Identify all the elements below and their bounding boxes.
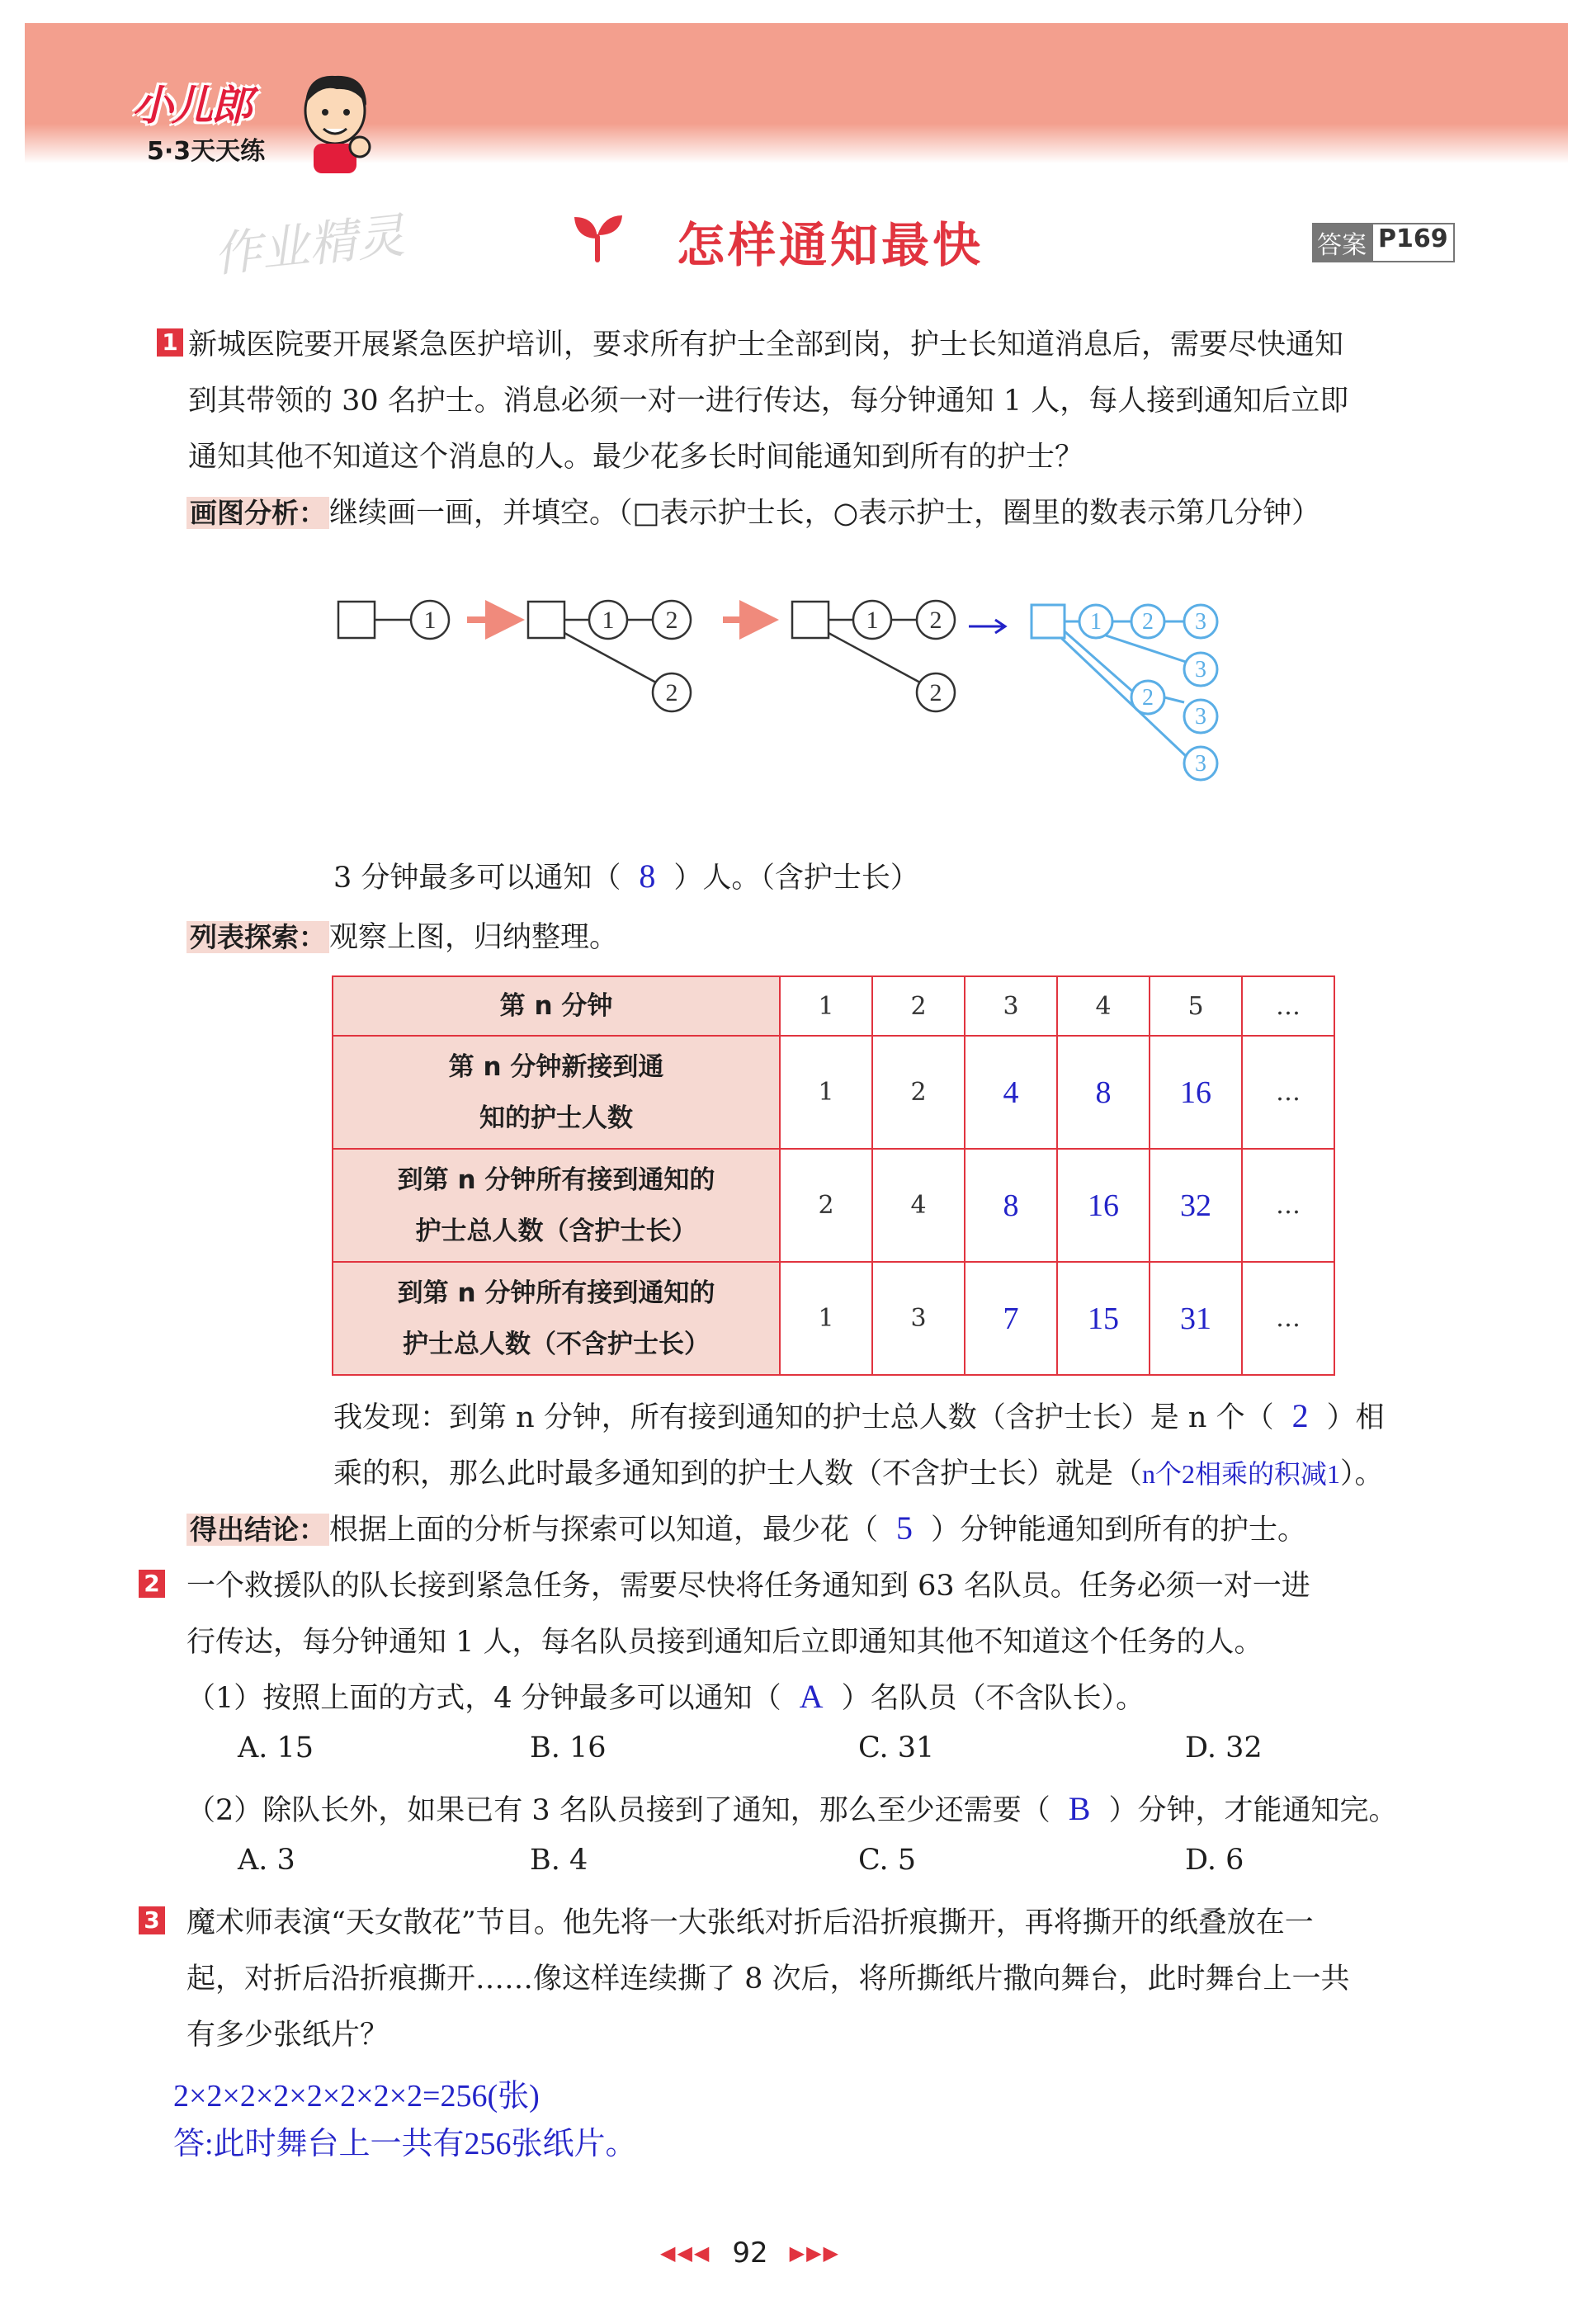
q1-draw-analysis (186, 490, 1320, 531)
q3-line-2: 起，对折后沿折痕撕开……像这样连续撕了 8 次后，将所撕纸片撒向舞台，此时舞台上一共 (186, 1963, 1350, 1996)
table-cell-answer: 8 (965, 1149, 1057, 1262)
minute-label: 3 (1195, 657, 1206, 683)
table-cell-answer: 31 (1150, 1262, 1242, 1375)
table-row (333, 1262, 1334, 1375)
q2-part-2-answer: B (1068, 1790, 1091, 1827)
q2-part-2-text: （2）除队长外，如果已有 3 名队员接到了通知，那么至少还需要（ (186, 1794, 1050, 1827)
q2-part-1-option-c: C. 31 (858, 1731, 935, 1764)
q1-line-2: 到其带领的 30 名护士。消息必须一对一进行传达，每分钟通知 1 人，每人接到通知后立即 (188, 385, 1349, 418)
minute-label: 2 (1142, 685, 1154, 711)
count-suffix: ）人。（含护士长） (673, 862, 919, 895)
q2-part-2-text: ）分钟，才能通知完。 (1108, 1794, 1398, 1827)
discover-line-2 (333, 1451, 1384, 1492)
sprout-icon (571, 210, 624, 263)
row-header-text: 第 n 分钟新接到通 (448, 1051, 664, 1082)
stage-3 (792, 601, 955, 711)
head-nurse-box (792, 602, 829, 638)
question-3-number: 3 (139, 1906, 165, 1934)
minute-label: 1 (866, 607, 879, 634)
discover-answer-2: n个2相乘的积减1 (1142, 1459, 1341, 1489)
conclusion-label: 得出结论： (186, 1514, 329, 1546)
q2-part-1 (186, 1675, 1145, 1717)
row-header-text: 护士总人数（不含护士长） (403, 1329, 710, 1359)
table-cell: 2 (780, 1149, 872, 1262)
row-header-text: 第 n 分钟 (499, 991, 613, 1021)
conclusion-text: 根据上面的分析与探索可以知道，最少花（ (329, 1514, 879, 1547)
minute-label: 2 (665, 607, 678, 634)
brand-logo: 小儿郎 (132, 82, 251, 130)
table-cell: 3 (965, 976, 1057, 1036)
minute-label: 3 (1195, 609, 1206, 635)
page-number: 92 (732, 2237, 768, 2270)
page-title: 怎样通知最快 (677, 217, 984, 273)
minute-label: 1 (1090, 609, 1102, 635)
head-nurse-box (1032, 605, 1065, 638)
table-cell: … (1242, 1262, 1334, 1375)
table-cell-answer: 8 (1057, 1036, 1150, 1149)
q2-part-1-text: （1）按照上面的方式，4 分钟最多可以通知（ (186, 1682, 781, 1715)
discover-text: 乘的积，那么此时最多通知到的护士人数（不含护士长）就是（ (333, 1457, 1143, 1490)
table-cell: … (1242, 976, 1334, 1036)
table-row (333, 976, 1334, 1036)
q3-answer: 答:此时舞台上一共有256张纸片。 (173, 2127, 637, 2161)
head-nurse-box (338, 602, 375, 638)
answer-label: 答案 (1312, 223, 1371, 262)
table-cell: 5 (1150, 976, 1242, 1036)
table-cell: 1 (780, 976, 872, 1036)
q2-part-2-option-c: C. 5 (858, 1844, 917, 1877)
table-cell-answer: 32 (1150, 1149, 1242, 1262)
mascot-icon (290, 68, 380, 175)
minute-label: 2 (665, 679, 678, 706)
row-header (333, 1149, 780, 1262)
row-header (333, 1036, 780, 1149)
q2-part-1-answer: A (799, 1678, 824, 1715)
row-header-text: 到第 n 分钟所有接到通知的 (397, 1278, 715, 1308)
draw-analysis-text: 继续画一画，并填空。（□表示护士长，○表示护士，圈里的数表示第几分钟） (329, 497, 1321, 530)
discover-text: ）。 (1340, 1457, 1384, 1490)
stage-2 (528, 601, 691, 711)
q2-part-1-option-d: D. 32 (1185, 1731, 1263, 1764)
conclusion-line (186, 1507, 1306, 1548)
page-footer (660, 2237, 840, 2270)
discover-answer-1: 2 (1291, 1397, 1309, 1434)
table-cell-answer: 16 (1057, 1149, 1150, 1262)
answer-page: P169 (1371, 223, 1455, 262)
table-row (333, 1149, 1334, 1262)
row-header-text: 知的护士人数 (479, 1103, 633, 1133)
count-answer: 8 (639, 857, 656, 895)
notification-tree-diagram (322, 590, 1254, 805)
table-cell: 2 (872, 976, 965, 1036)
q1-table-explore (186, 914, 618, 956)
q2-line-2: 行传达，每分钟通知 1 人，每名队员接到通知后立即通知其他不知道这个任务的人。 (186, 1626, 1263, 1659)
draw-analysis-label: 画图分析： (186, 497, 329, 529)
q2-part-1-option-b: B. 16 (530, 1731, 607, 1764)
left-arrows-icon: ◀◀◀ (660, 2241, 711, 2265)
table-cell: … (1242, 1036, 1334, 1149)
row-header-text: 护士总人数（含护士长） (415, 1216, 697, 1246)
q2-part-1-option-a: A. 15 (238, 1731, 314, 1764)
q3-line-3: 有多少张纸片？ (186, 2019, 389, 2052)
table-row (333, 1036, 1334, 1149)
table-cell-answer: 4 (965, 1036, 1057, 1149)
minute-label: 2 (929, 679, 942, 706)
series-name: 5·3天天练 (147, 137, 266, 166)
table-cell-answer: 16 (1150, 1036, 1242, 1149)
summary-table (332, 975, 1335, 1376)
q1-line-3: 通知其他不知道这个消息的人。最少花多长时间能通知到所有的护士？ (188, 441, 1084, 474)
table-cell: 4 (872, 1149, 965, 1262)
head-nurse-box (528, 602, 564, 638)
minute-label: 3 (1195, 704, 1206, 730)
question-1-number: 1 (157, 328, 183, 357)
conclusion-answer: 5 (896, 1509, 914, 1547)
table-cell: … (1242, 1149, 1334, 1262)
q3-line-1: 魔术师表演“天女散花”节目。他先将一大张纸对折后沿折痕撕开，再将撕开的纸叠放在一 (186, 1906, 1314, 1939)
right-arrows-icon: ▶▶▶ (789, 2241, 841, 2265)
discover-text: ）相 (1326, 1401, 1385, 1434)
table-cell: 1 (780, 1036, 872, 1149)
row-header (333, 1262, 780, 1375)
count-prefix: 3 分钟最多可以通知（ (333, 862, 621, 895)
arrow-3 (969, 620, 1005, 633)
minute-label: 1 (423, 607, 437, 634)
table-explore-label: 列表探索： (186, 921, 329, 953)
minute-label: 2 (929, 607, 942, 634)
conclusion-text: ）分钟能通知到所有的护士。 (931, 1514, 1307, 1547)
minute-label: 3 (1195, 751, 1206, 777)
table-cell: 3 (872, 1262, 965, 1375)
minute-label: 1 (602, 607, 615, 634)
q3-work: 2×2×2×2×2×2×2×2=256(张) (173, 2079, 540, 2114)
table-cell-answer: 7 (965, 1262, 1057, 1375)
q2-part-2-option-d: D. 6 (1185, 1844, 1244, 1877)
question-2-number: 2 (139, 1570, 165, 1598)
table-cell: 1 (780, 1262, 872, 1375)
table-cell: 2 (872, 1036, 965, 1149)
answer-reference (1312, 223, 1455, 262)
stage-4-drawn (1032, 605, 1217, 780)
stage-1 (338, 601, 449, 639)
watermark: 作业精灵 (210, 207, 408, 283)
discover-line-1 (333, 1395, 1385, 1436)
q2-part-2 (186, 1788, 1398, 1829)
row-header-text: 到第 n 分钟所有接到通知的 (397, 1164, 715, 1195)
row-header (333, 976, 780, 1036)
q2-line-1: 一个救援队的队长接到紧急任务，需要尽快将任务通知到 63 名队员。任务必须一对一进 (186, 1570, 1310, 1603)
q1-line-1: 新城医院要开展紧急医护培训，要求所有护士全部到岗，护士长知道消息后，需要尽快通知 (188, 328, 1344, 361)
q2-part-1-text: ）名队员（不含队长）。 (841, 1682, 1145, 1715)
q2-part-2-option-b: B. 4 (530, 1844, 588, 1877)
table-cell: 4 (1057, 976, 1150, 1036)
q1-count-line (333, 855, 919, 896)
table-cell-answer: 15 (1057, 1262, 1150, 1375)
discover-text: 我发现：到第 n 分钟，所有接到通知的护士总人数（含护士长）是 n 个（ (333, 1401, 1274, 1434)
table-explore-text: 观察上图，归纳整理。 (329, 921, 619, 954)
q2-part-2-option-a: A. 3 (238, 1844, 295, 1877)
minute-label: 2 (1142, 609, 1154, 635)
